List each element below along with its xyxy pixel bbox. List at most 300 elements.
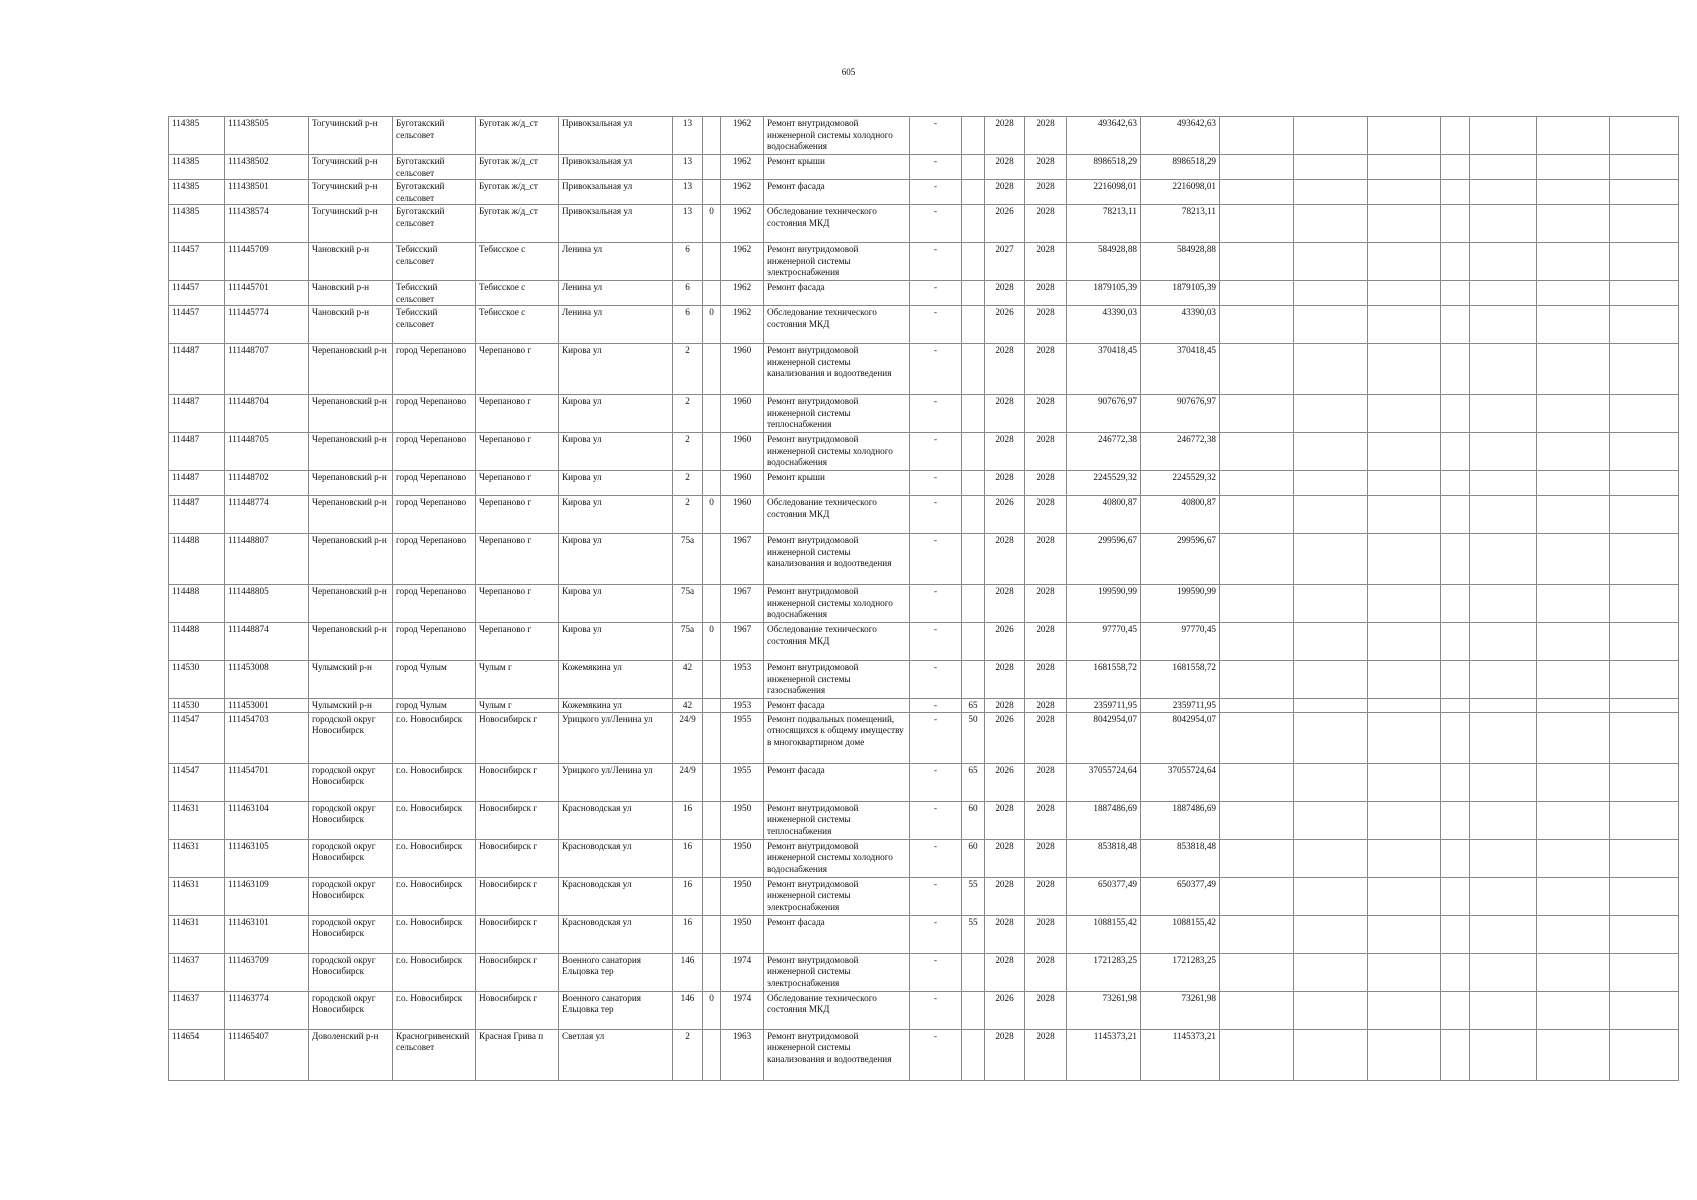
cell-deadline-year: 2028: [1025, 205, 1067, 243]
cell-extra-2: [1294, 877, 1368, 915]
cell-build-year: 1960: [721, 496, 764, 534]
cell-extra-5: [1470, 877, 1537, 915]
cell-street: Кирова ул: [559, 585, 673, 623]
cell-street: Кирова ул: [559, 623, 673, 661]
cell-total-cost: 1088155,42: [1141, 915, 1220, 953]
cell-wear-percent: 55: [962, 877, 985, 915]
cell-extra-2: [1294, 953, 1368, 991]
cell-extra-3: [1368, 699, 1441, 713]
cell-extra-5: [1470, 155, 1537, 180]
cell-district: Чулымский р-н: [309, 661, 393, 699]
cell-total-cost: 199590,99: [1141, 585, 1220, 623]
cell-street: Привокзальная ул: [559, 117, 673, 155]
cell-settlement: Красная Грива п: [476, 1029, 559, 1080]
cell-house-number: 13: [673, 205, 703, 243]
cell-street: Ленина ул: [559, 243, 673, 281]
cell-extra-5: [1470, 699, 1537, 713]
cell-build-year: 1967: [721, 623, 764, 661]
cell-house-id: 114385: [169, 180, 225, 205]
cell-total-cost: 650377,49: [1141, 877, 1220, 915]
cell-wear-percent: [962, 585, 985, 623]
cell-extra-1: [1220, 395, 1294, 433]
cell-house-number: 16: [673, 801, 703, 839]
cell-work-id: 111438574: [225, 205, 309, 243]
cell-work-id: 111448704: [225, 395, 309, 433]
cell-plan-year: 2028: [985, 1029, 1025, 1080]
cell-status: -: [910, 623, 962, 661]
cell-extra-5: [1470, 534, 1537, 585]
cell-total-cost: 299596,67: [1141, 534, 1220, 585]
cell-corpus: [703, 344, 721, 395]
cell-house-id: 114530: [169, 699, 225, 713]
cell-street: Кирова ул: [559, 471, 673, 496]
cell-cost: 40800,87: [1067, 496, 1141, 534]
cell-extra-3: [1368, 155, 1441, 180]
cell-corpus: [703, 915, 721, 953]
cell-plan-year: 2028: [985, 180, 1025, 205]
cell-district: городской округ Новосибирск: [309, 801, 393, 839]
cell-house-number: 16: [673, 915, 703, 953]
cell-settlement: Черепаново г: [476, 471, 559, 496]
cell-cost: 8042954,07: [1067, 712, 1141, 763]
cell-municipality: город Черепаново: [393, 471, 476, 496]
cell-extra-2: [1294, 699, 1368, 713]
cell-district: Черепановский р-н: [309, 471, 393, 496]
cell-house-number: 6: [673, 281, 703, 306]
cell-settlement: Новосибирск г: [476, 953, 559, 991]
cell-extra-7: [1610, 991, 1679, 1029]
cell-house-id: 114487: [169, 496, 225, 534]
cell-house-number: 6: [673, 243, 703, 281]
cell-cost: 853818,48: [1067, 839, 1141, 877]
table-row: [169, 991, 1679, 1029]
cell-extra-5: [1470, 712, 1537, 763]
page-number: 605: [841, 67, 856, 77]
cell-extra-6: [1537, 801, 1610, 839]
cell-extra-7: [1610, 801, 1679, 839]
cell-house-number: 42: [673, 661, 703, 699]
cell-extra-2: [1294, 801, 1368, 839]
cell-extra-4: [1441, 712, 1470, 763]
cell-settlement: Тебисское с: [476, 306, 559, 344]
cell-settlement: Тебисское с: [476, 281, 559, 306]
cell-work-type: Ремонт внутридомовой инженерной системы холодного водоснабжения: [764, 433, 910, 471]
cell-corpus: [703, 763, 721, 801]
cell-district: Тогучинский р-н: [309, 205, 393, 243]
cell-plan-year: 2028: [985, 471, 1025, 496]
cell-plan-year: 2026: [985, 496, 1025, 534]
cell-street: Привокзальная ул: [559, 205, 673, 243]
cell-status: -: [910, 496, 962, 534]
cell-extra-6: [1537, 306, 1610, 344]
cell-extra-1: [1220, 915, 1294, 953]
cell-extra-6: [1537, 991, 1610, 1029]
cell-house-number: 75а: [673, 534, 703, 585]
cell-extra-6: [1537, 623, 1610, 661]
cell-extra-1: [1220, 623, 1294, 661]
cell-extra-4: [1441, 243, 1470, 281]
cell-extra-6: [1537, 763, 1610, 801]
cell-street: Кирова ул: [559, 344, 673, 395]
cell-settlement: Буготак ж/д_ст: [476, 155, 559, 180]
cell-district: Чулымский р-н: [309, 699, 393, 713]
cell-work-type: Ремонт фасада: [764, 699, 910, 713]
cell-extra-4: [1441, 699, 1470, 713]
cell-plan-year: 2028: [985, 915, 1025, 953]
cell-extra-6: [1537, 180, 1610, 205]
cell-settlement: Новосибирск г: [476, 991, 559, 1029]
cell-work-id: 111453001: [225, 699, 309, 713]
cell-extra-6: [1537, 471, 1610, 496]
cell-status: -: [910, 1029, 962, 1080]
cell-house-number: 42: [673, 699, 703, 713]
cell-wear-percent: 60: [962, 839, 985, 877]
table-row: [169, 205, 1679, 243]
cell-extra-3: [1368, 839, 1441, 877]
cell-municipality: Буготакский сельсовет: [393, 117, 476, 155]
cell-build-year: 1960: [721, 433, 764, 471]
cell-deadline-year: 2028: [1025, 763, 1067, 801]
cell-extra-6: [1537, 1029, 1610, 1080]
cell-build-year: 1962: [721, 180, 764, 205]
cell-deadline-year: 2028: [1025, 839, 1067, 877]
cell-extra-1: [1220, 953, 1294, 991]
cell-district: городской округ Новосибирск: [309, 991, 393, 1029]
cell-total-cost: 1887486,69: [1141, 801, 1220, 839]
cell-status: -: [910, 395, 962, 433]
cell-municipality: г.о. Новосибирск: [393, 801, 476, 839]
cell-extra-3: [1368, 433, 1441, 471]
cell-total-cost: 370418,45: [1141, 344, 1220, 395]
cell-district: городской округ Новосибирск: [309, 763, 393, 801]
cell-deadline-year: 2028: [1025, 877, 1067, 915]
cell-work-id: 111445774: [225, 306, 309, 344]
cell-deadline-year: 2028: [1025, 953, 1067, 991]
cell-extra-5: [1470, 471, 1537, 496]
cell-work-id: 111448707: [225, 344, 309, 395]
cell-extra-4: [1441, 281, 1470, 306]
cell-extra-5: [1470, 395, 1537, 433]
cell-municipality: Тебисский сельсовет: [393, 306, 476, 344]
cell-plan-year: 2028: [985, 839, 1025, 877]
cell-corpus: 0: [703, 623, 721, 661]
table-row: [169, 699, 1679, 713]
cell-settlement: Новосибирск г: [476, 839, 559, 877]
cell-plan-year: 2027: [985, 243, 1025, 281]
cell-house-number: 16: [673, 839, 703, 877]
cell-municipality: город Черепаново: [393, 344, 476, 395]
cell-status: -: [910, 180, 962, 205]
cell-extra-1: [1220, 281, 1294, 306]
cell-extra-2: [1294, 839, 1368, 877]
cell-build-year: 1967: [721, 585, 764, 623]
cell-extra-1: [1220, 205, 1294, 243]
cell-build-year: 1950: [721, 801, 764, 839]
cell-house-number: 146: [673, 953, 703, 991]
cell-municipality: город Черепаново: [393, 433, 476, 471]
cell-work-id: 111453008: [225, 661, 309, 699]
cell-extra-1: [1220, 117, 1294, 155]
cell-house-id: 114637: [169, 953, 225, 991]
cell-extra-7: [1610, 496, 1679, 534]
cell-extra-1: [1220, 433, 1294, 471]
cell-house-id: 114631: [169, 839, 225, 877]
table-row: [169, 281, 1679, 306]
cell-status: -: [910, 991, 962, 1029]
cell-build-year: 1962: [721, 281, 764, 306]
cell-extra-6: [1537, 534, 1610, 585]
cell-extra-7: [1610, 915, 1679, 953]
cell-extra-2: [1294, 763, 1368, 801]
cell-cost: 650377,49: [1067, 877, 1141, 915]
cell-cost: 97770,45: [1067, 623, 1141, 661]
cell-total-cost: 43390,03: [1141, 306, 1220, 344]
cell-district: Черепановский р-н: [309, 344, 393, 395]
cell-wear-percent: [962, 433, 985, 471]
cell-extra-6: [1537, 243, 1610, 281]
cell-extra-3: [1368, 915, 1441, 953]
cell-cost: 1887486,69: [1067, 801, 1141, 839]
cell-corpus: [703, 243, 721, 281]
cell-status: -: [910, 433, 962, 471]
cell-extra-7: [1610, 534, 1679, 585]
table-row: [169, 433, 1679, 471]
cell-extra-7: [1610, 281, 1679, 306]
cell-extra-3: [1368, 205, 1441, 243]
cell-total-cost: 40800,87: [1141, 496, 1220, 534]
cell-build-year: 1962: [721, 306, 764, 344]
table-row: [169, 471, 1679, 496]
cell-work-id: 111445701: [225, 281, 309, 306]
cell-wear-percent: [962, 1029, 985, 1080]
cell-district: городской округ Новосибирск: [309, 915, 393, 953]
cell-cost: 299596,67: [1067, 534, 1141, 585]
cell-municipality: г.о. Новосибирск: [393, 763, 476, 801]
cell-corpus: [703, 1029, 721, 1080]
cell-street: Привокзальная ул: [559, 155, 673, 180]
cell-status: -: [910, 306, 962, 344]
cell-settlement: Черепаново г: [476, 585, 559, 623]
cell-wear-percent: 65: [962, 699, 985, 713]
cell-street: Привокзальная ул: [559, 180, 673, 205]
cell-corpus: [703, 534, 721, 585]
cell-house-number: 13: [673, 117, 703, 155]
cell-status: -: [910, 839, 962, 877]
cell-total-cost: 2216098,01: [1141, 180, 1220, 205]
cell-extra-5: [1470, 306, 1537, 344]
cell-house-number: 2: [673, 344, 703, 395]
cell-extra-4: [1441, 180, 1470, 205]
cell-settlement: Чулым г: [476, 699, 559, 713]
cell-extra-7: [1610, 471, 1679, 496]
cell-district: Тогучинский р-н: [309, 180, 393, 205]
cell-extra-1: [1220, 801, 1294, 839]
cell-work-type: Обследование технического состояния МКД: [764, 205, 910, 243]
cell-extra-3: [1368, 395, 1441, 433]
cell-house-number: 13: [673, 155, 703, 180]
cell-street: Кирова ул: [559, 534, 673, 585]
cell-status: -: [910, 471, 962, 496]
cell-extra-3: [1368, 496, 1441, 534]
cell-extra-4: [1441, 623, 1470, 661]
cell-extra-2: [1294, 306, 1368, 344]
cell-extra-2: [1294, 344, 1368, 395]
cell-work-id: 111463774: [225, 991, 309, 1029]
cell-deadline-year: 2028: [1025, 344, 1067, 395]
cell-work-type: Ремонт внутридомовой инженерной системы электроснабжения: [764, 877, 910, 915]
cell-extra-1: [1220, 585, 1294, 623]
cell-house-number: 2: [673, 496, 703, 534]
cell-settlement: Новосибирск г: [476, 915, 559, 953]
cell-plan-year: 2026: [985, 991, 1025, 1029]
table-row: [169, 243, 1679, 281]
cell-plan-year: 2028: [985, 661, 1025, 699]
cell-wear-percent: [962, 344, 985, 395]
cell-cost: 8986518,29: [1067, 155, 1141, 180]
cell-extra-4: [1441, 117, 1470, 155]
cell-deadline-year: 2028: [1025, 1029, 1067, 1080]
cell-work-type: Ремонт внутридомовой инженерной системы канализования и водоотведения: [764, 1029, 910, 1080]
cell-municipality: г.о. Новосибирск: [393, 877, 476, 915]
cell-extra-3: [1368, 534, 1441, 585]
cell-district: Черепановский р-н: [309, 395, 393, 433]
cell-corpus: [703, 155, 721, 180]
cell-settlement: Буготак ж/д_ст: [476, 117, 559, 155]
cell-work-type: Обследование технического состояния МКД: [764, 306, 910, 344]
cell-extra-3: [1368, 281, 1441, 306]
cell-extra-4: [1441, 1029, 1470, 1080]
cell-extra-2: [1294, 1029, 1368, 1080]
cell-street: Светлая ул: [559, 1029, 673, 1080]
table-row: [169, 585, 1679, 623]
cell-house-number: 2: [673, 471, 703, 496]
cell-house-id: 114385: [169, 205, 225, 243]
cell-street: Красноводская ул: [559, 915, 673, 953]
cell-build-year: 1962: [721, 205, 764, 243]
table-row: [169, 395, 1679, 433]
cell-work-id: 111448805: [225, 585, 309, 623]
cell-corpus: [703, 180, 721, 205]
cell-status: -: [910, 877, 962, 915]
cell-deadline-year: 2028: [1025, 117, 1067, 155]
table-row: [169, 839, 1679, 877]
cell-work-id: 111445709: [225, 243, 309, 281]
cell-extra-2: [1294, 661, 1368, 699]
cell-district: Чановский р-н: [309, 243, 393, 281]
cell-status: -: [910, 281, 962, 306]
cell-plan-year: 2028: [985, 395, 1025, 433]
cell-extra-4: [1441, 877, 1470, 915]
cell-extra-6: [1537, 344, 1610, 395]
cell-district: Черепановский р-н: [309, 623, 393, 661]
cell-work-type: Обследование технического состояния МКД: [764, 623, 910, 661]
cell-district: Черепановский р-н: [309, 585, 393, 623]
cell-work-type: Ремонт внутридомовой инженерной системы холодного водоснабжения: [764, 585, 910, 623]
cell-extra-6: [1537, 915, 1610, 953]
cell-settlement: Буготак ж/д_ст: [476, 205, 559, 243]
cell-settlement: Черепаново г: [476, 395, 559, 433]
cell-work-id: 111463101: [225, 915, 309, 953]
cell-extra-6: [1537, 205, 1610, 243]
cell-work-type: Обследование технического состояния МКД: [764, 496, 910, 534]
cell-extra-2: [1294, 712, 1368, 763]
cell-work-type: Ремонт внутридомовой инженерной системы канализования и водоотведения: [764, 534, 910, 585]
cell-build-year: 1953: [721, 699, 764, 713]
cell-extra-6: [1537, 661, 1610, 699]
cell-municipality: Тебисский сельсовет: [393, 243, 476, 281]
cell-house-number: 24/9: [673, 763, 703, 801]
cell-deadline-year: 2028: [1025, 395, 1067, 433]
cell-extra-3: [1368, 953, 1441, 991]
cell-settlement: Новосибирск г: [476, 877, 559, 915]
cell-extra-2: [1294, 623, 1368, 661]
cell-extra-1: [1220, 991, 1294, 1029]
cell-house-id: 114487: [169, 471, 225, 496]
cell-corpus: [703, 839, 721, 877]
cell-district: Черепановский р-н: [309, 433, 393, 471]
cell-extra-5: [1470, 839, 1537, 877]
cell-house-id: 114530: [169, 661, 225, 699]
cell-total-cost: 493642,63: [1141, 117, 1220, 155]
cell-municipality: Красногривенский сельсовет: [393, 1029, 476, 1080]
cell-municipality: город Черепаново: [393, 395, 476, 433]
cell-extra-2: [1294, 991, 1368, 1029]
cell-extra-6: [1537, 155, 1610, 180]
cell-house-number: 146: [673, 991, 703, 1029]
cell-work-type: Ремонт фасада: [764, 281, 910, 306]
cell-extra-7: [1610, 661, 1679, 699]
cell-status: -: [910, 534, 962, 585]
cell-house-id: 114385: [169, 155, 225, 180]
cell-plan-year: 2026: [985, 763, 1025, 801]
cell-work-type: Ремонт крыши: [764, 471, 910, 496]
cell-extra-7: [1610, 205, 1679, 243]
cell-work-id: 111448774: [225, 496, 309, 534]
cell-deadline-year: 2028: [1025, 991, 1067, 1029]
cell-settlement: Тебисское с: [476, 243, 559, 281]
cell-extra-1: [1220, 534, 1294, 585]
cell-deadline-year: 2028: [1025, 496, 1067, 534]
cell-work-id: 111454703: [225, 712, 309, 763]
cell-extra-7: [1610, 243, 1679, 281]
cell-plan-year: 2028: [985, 433, 1025, 471]
cell-deadline-year: 2028: [1025, 801, 1067, 839]
cell-extra-5: [1470, 585, 1537, 623]
cell-street: Кожемякина ул: [559, 661, 673, 699]
cell-extra-4: [1441, 953, 1470, 991]
table-row: [169, 712, 1679, 763]
cell-plan-year: 2026: [985, 712, 1025, 763]
cell-wear-percent: [962, 953, 985, 991]
cell-work-type: Ремонт внутридомовой инженерной системы газоснабжения: [764, 661, 910, 699]
cell-plan-year: 2028: [985, 344, 1025, 395]
cell-municipality: город Чулым: [393, 699, 476, 713]
cell-deadline-year: 2028: [1025, 243, 1067, 281]
cell-extra-1: [1220, 344, 1294, 395]
cell-cost: 2216098,01: [1067, 180, 1141, 205]
cell-wear-percent: [962, 281, 985, 306]
cell-corpus: [703, 585, 721, 623]
cell-work-type: Ремонт внутридомовой инженерной системы теплоснабжения: [764, 395, 910, 433]
cell-extra-6: [1537, 877, 1610, 915]
cell-cost: 1681558,72: [1067, 661, 1141, 699]
cell-house-number: 13: [673, 180, 703, 205]
cell-extra-6: [1537, 839, 1610, 877]
cell-settlement: Чулым г: [476, 661, 559, 699]
cell-extra-2: [1294, 205, 1368, 243]
cell-extra-4: [1441, 763, 1470, 801]
cell-settlement: Новосибирск г: [476, 712, 559, 763]
